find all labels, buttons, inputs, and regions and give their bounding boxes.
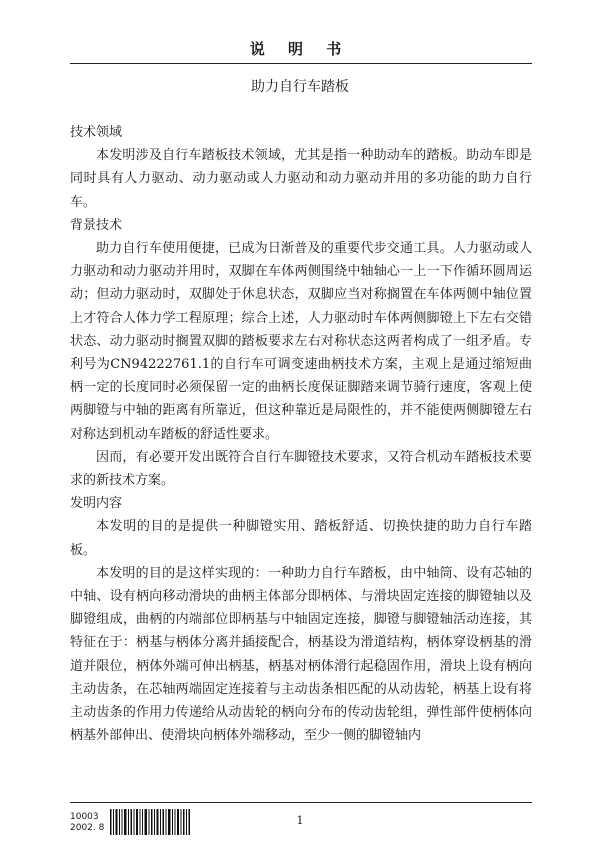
section-heading-summary: 发明内容 [70, 496, 123, 512]
document-body [70, 121, 532, 747]
section-heading-field: 技术领域 [70, 125, 123, 140]
paragraph: 因而，有必要开发出既符合自行车脚镫技术要求，又符合机动车踏板技术要求的新技术方案。 [70, 449, 532, 489]
document-title: 助力自行车踏板 [251, 79, 349, 95]
paragraph: 助力自行车使用便捷，已成为日渐普及的重要代步交通工具。人力驱动或人力驱动和动力驱动并用时，双脚在车体两侧围绕中轴轴心一上一下作循环圆周运动；但动力驱动时，双脚处于休息状态，双脚应当对称搁置在车体两侧中轴位置上才符合人体力学工程原理；综合上述，人力驱动时车体两侧脚镫上下左右交错状态、动力驱动时搁置双脚的踏板要求左右对称状态这两者构成了一组矛盾。专利号为CN94222761.1的自行车可调变速曲柄技术方案，主观上是通过缩短曲柄一定的长度同时必须保留一定的曲柄长度保证脚踏来调节骑行速度，客观上使两脚镫与中轴的距离有所靠近，但这种靠近是局限性的，并不能使两侧脚镫左右对称达到机动车踏板的舒适性要求。 [70, 241, 532, 442]
paragraph: 本发明涉及自行车踏板技术领域，尤其是指一种助动车的踏板。助动车即是同时具有人力驱动、动力驱动或人力驱动和动力驱动并用的多功能的助力自行车。 [70, 148, 532, 210]
section-heading-background: 背景技术 [70, 217, 123, 233]
paragraph: 本发明的目的是这样实现的：一种助力自行车踏板，由中轴筒、设有芯轴的中轴、设有柄向移动滑块的曲柄主体部分即柄体、与滑块固定连接的脚镫轴以及脚镫组成，曲柄的内端部位即柄基与中轴固定连接，脚镫与脚镫轴活动连接，其特征在于：柄基与柄体分离并插接配合，柄基设为滑道结构，柄体穿设柄基的滑道并限位，柄体外端可伸出柄基，柄基对柄体滑行起稳固作用，滑块上设有柄向主动齿条，在芯轴两端固定连接着与主动齿条相匹配的从动齿轮，柄基上设有将主动齿条的作用力传递给从动齿轮的柄向分布的传动齿轮组，弹性部件使柄体向柄基外部伸出、使滑块向柄体外端移动，至少一侧的脚镫轴内 [70, 565, 532, 744]
paragraph: 本发明的目的是提供一种脚镫实用、踏板舒适、切换快捷的助力自行车踏板。 [70, 519, 532, 558]
form-date: 2002. 8 [70, 823, 105, 833]
header-rule [70, 63, 532, 64]
form-number: 10003 [70, 812, 99, 822]
header-title: 说 明 书 [249, 40, 351, 58]
page-number: 1 [296, 814, 304, 827]
footer-rule [70, 802, 532, 803]
